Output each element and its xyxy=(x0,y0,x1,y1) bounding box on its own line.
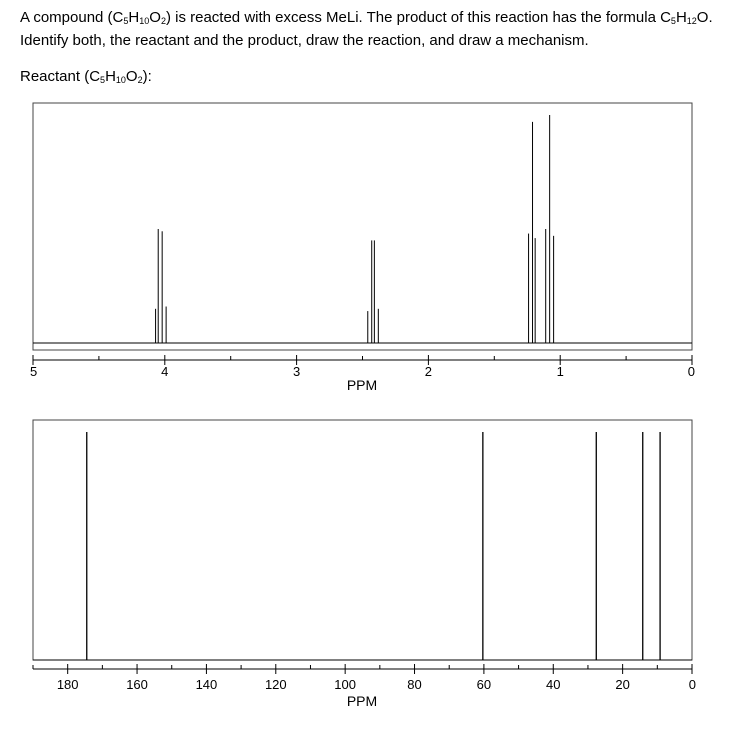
text-run: ): xyxy=(142,68,152,85)
text-run: A compound (C xyxy=(20,9,124,26)
c-nmr-tick-label: 40 xyxy=(546,677,561,692)
c-nmr-tick-label: 180 xyxy=(56,677,79,692)
c-nmr-tick-label: 160 xyxy=(126,677,148,692)
reactant-label xyxy=(20,67,152,87)
subscript: 2 xyxy=(137,75,143,85)
question-line-1 xyxy=(20,6,725,29)
c-nmr-tick-label: 80 xyxy=(407,677,422,692)
c-nmr-tick-label: 0 xyxy=(688,677,696,692)
h-nmr-peaks xyxy=(33,115,692,343)
c-nmr-peaks xyxy=(33,432,692,660)
text-run: H xyxy=(675,9,687,26)
question-text xyxy=(20,6,725,52)
text-run: O. xyxy=(696,9,713,26)
c-nmr-xlabel: PPM xyxy=(346,693,378,709)
subscript: 10 xyxy=(115,75,126,85)
c-nmr-spectrum xyxy=(0,412,734,717)
subscript: 5 xyxy=(670,16,676,26)
text-run: H xyxy=(128,9,140,26)
subscript: 12 xyxy=(686,16,697,26)
h-nmr-tick-label: 4 xyxy=(161,364,169,379)
text-run: H xyxy=(105,68,116,85)
c-nmr-tick-label: 60 xyxy=(476,677,492,692)
h-nmr-tick-label: 2 xyxy=(424,364,433,379)
h-nmr-frame xyxy=(33,103,692,350)
question-line-2 xyxy=(20,29,725,52)
h-nmr-spectrum xyxy=(0,95,734,400)
text-run: ) is reacted with excess MeLi. The product of this reaction has the formula C xyxy=(165,9,671,26)
subscript: 10 xyxy=(139,16,150,26)
h-nmr-ticks xyxy=(30,355,695,379)
h-nmr-tick-label: 3 xyxy=(292,364,301,379)
c-nmr-tick-label: 20 xyxy=(615,677,630,692)
subscript: 5 xyxy=(100,75,106,85)
h-nmr-tick-label: 1 xyxy=(556,364,564,379)
subscript: 5 xyxy=(123,16,129,26)
text-run: O xyxy=(125,68,138,85)
c-nmr-ticks xyxy=(33,664,696,692)
h-nmr-tick-label: 0 xyxy=(687,364,695,379)
text-run: Identify both, the reactant and the product, draw the reaction, and draw a mechanism. xyxy=(20,32,589,49)
text-run: Reactant (C xyxy=(20,68,101,85)
subscript: 2 xyxy=(160,16,166,26)
c-nmr-frame xyxy=(33,420,692,660)
c-nmr-tick-label: 120 xyxy=(264,677,287,692)
c-nmr-tick-label: 100 xyxy=(334,677,357,692)
text-run: O xyxy=(149,9,161,26)
h-nmr-tick-label: 5 xyxy=(30,364,38,379)
c-nmr-tick-label: 140 xyxy=(195,677,218,692)
h-nmr-xlabel: PPM xyxy=(346,377,378,393)
